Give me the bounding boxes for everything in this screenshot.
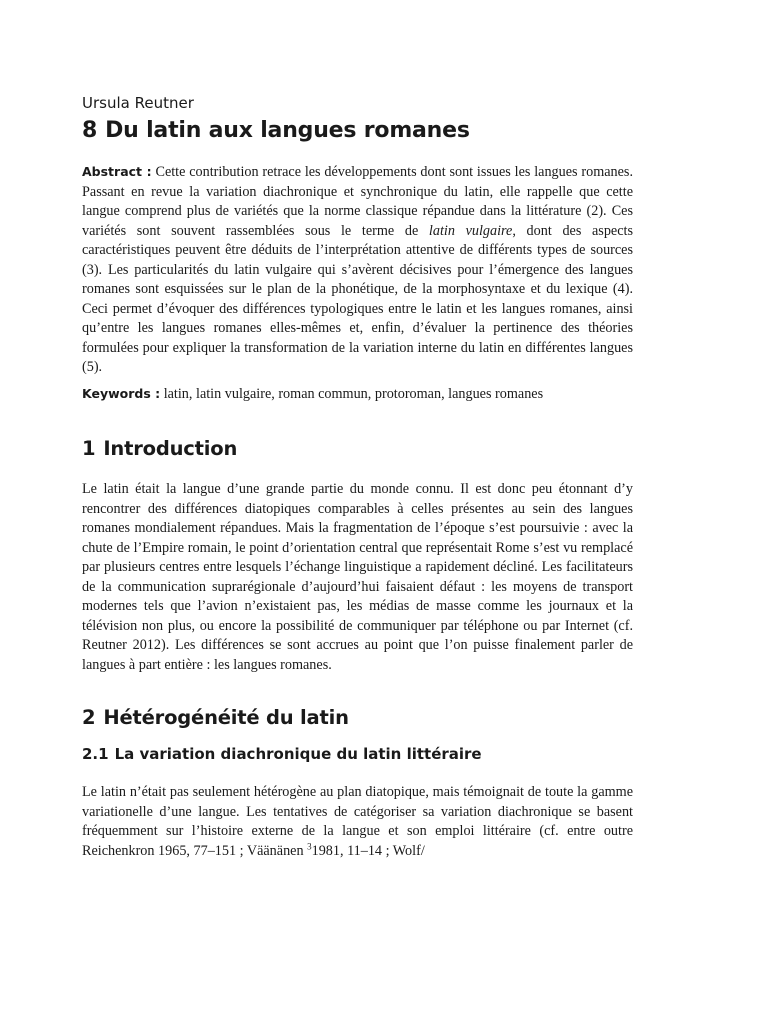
- subsection-2-1-number: 2.1: [82, 745, 109, 763]
- section-1-number: 1: [82, 437, 96, 460]
- chapter-title: [82, 116, 633, 146]
- subsection-2-1-body-2: 1981, 11–14 ; Wolf/: [311, 842, 425, 859]
- section-1-body: Le latin était la langue d’une grande partie du monde connu. Il est donc peu étonnant d’y rencontrer des différences diatopiques comparables à celles présentes au sein des langues romanes mondialement répandues. Mais la fragmentation de l’époque s’est poursuivie : avec la chute de l’Empire romain, le point d’orientation central que représentait Rome s’est vu remplacé par plusieurs centres entre lesquels l’échange linguistique a rapidement décliné. Les facilitateurs de la communication suprarégionale d’aujourd’hui faisaient défaut : les moyens de transport modernes tels que l’avion n’existaient pas, les médias de masse comme les journaux et la télévision non plus, ou encore la possibilité de communiquer par téléphone ou par Internet (cf. Reutner 2012). Les différences se sont accrues au point que l’on puisse finalement parler de langues à part entière : les langues romanes.: [82, 481, 633, 673]
- subsection-2-1-body: [82, 783, 633, 861]
- edition-superscript: 3: [307, 840, 312, 851]
- section-1-title: Introduction: [103, 437, 238, 460]
- section-1-heading: [82, 436, 633, 462]
- author-name: Ursula Reutner: [82, 94, 194, 112]
- abstract-label: Abstract :: [82, 164, 152, 179]
- abstract: [82, 162, 633, 378]
- keywords: [82, 384, 633, 405]
- section-2-title: Hétérogénéité du latin: [103, 706, 349, 729]
- abstract-text-2: , dont des aspects caractéristiques peuvent être déduits de l’interprétation attentive de différents types de sources (3). Les particularités du latin vulgaire qui s’avèrent décisives pour l’émergence des langues romanes sont esquissées sur le plan de la phonétique, de la morphosyntaxe et du lexique (4). Ceci permet d’évoquer des différences typologiques entre le latin et les langues romanes, ainsi qu’entre les langues romanes elles-mêmes et, enfin, d’évaluer la pertinence des théories formulées pour expliquer la transformation de la variation interne du latin en différentes langues (5).: [82, 222, 633, 375]
- page: [82, 92, 633, 861]
- chapter-number: 8: [82, 118, 98, 143]
- section-2-number: 2: [82, 706, 96, 729]
- abstract-term: latin vulgaire: [428, 222, 513, 239]
- chapter-title-text: Du latin aux langues romanes: [105, 118, 470, 143]
- keywords-label: Keywords :: [82, 385, 161, 401]
- abstract-text-1: Cette contribution retrace les développements dont sont issues les langues romanes. Passant en revue la variation diachronique et synchronique du latin, elle rappelle que cette langue comprend plus de variétés que la norme classique répandue dans la littérature (2). Ces variétés sont souvent rassemblées sous le terme de: [82, 164, 633, 239]
- keywords-text: latin, latin vulgaire, roman commun, protoroman, langues romanes: [160, 385, 544, 402]
- section-2-heading: [82, 705, 633, 731]
- subsection-2-1-title: La variation diachronique du latin littéraire: [114, 745, 482, 763]
- subsection-2-1-heading: [82, 743, 633, 765]
- subsection-2-1-body-1: Le latin n’était pas seulement hétérogène au plan diatopique, mais témoignait de toute la gamme variationelle d’une langue. Les tentatives de catégoriser sa variation diachronique se basent fréquemment sur l’histoire externe de la langue et son emploi littéraire (cf. entre outre Reichenkron 1965, 77–151 ; Väänänen: [82, 784, 633, 859]
